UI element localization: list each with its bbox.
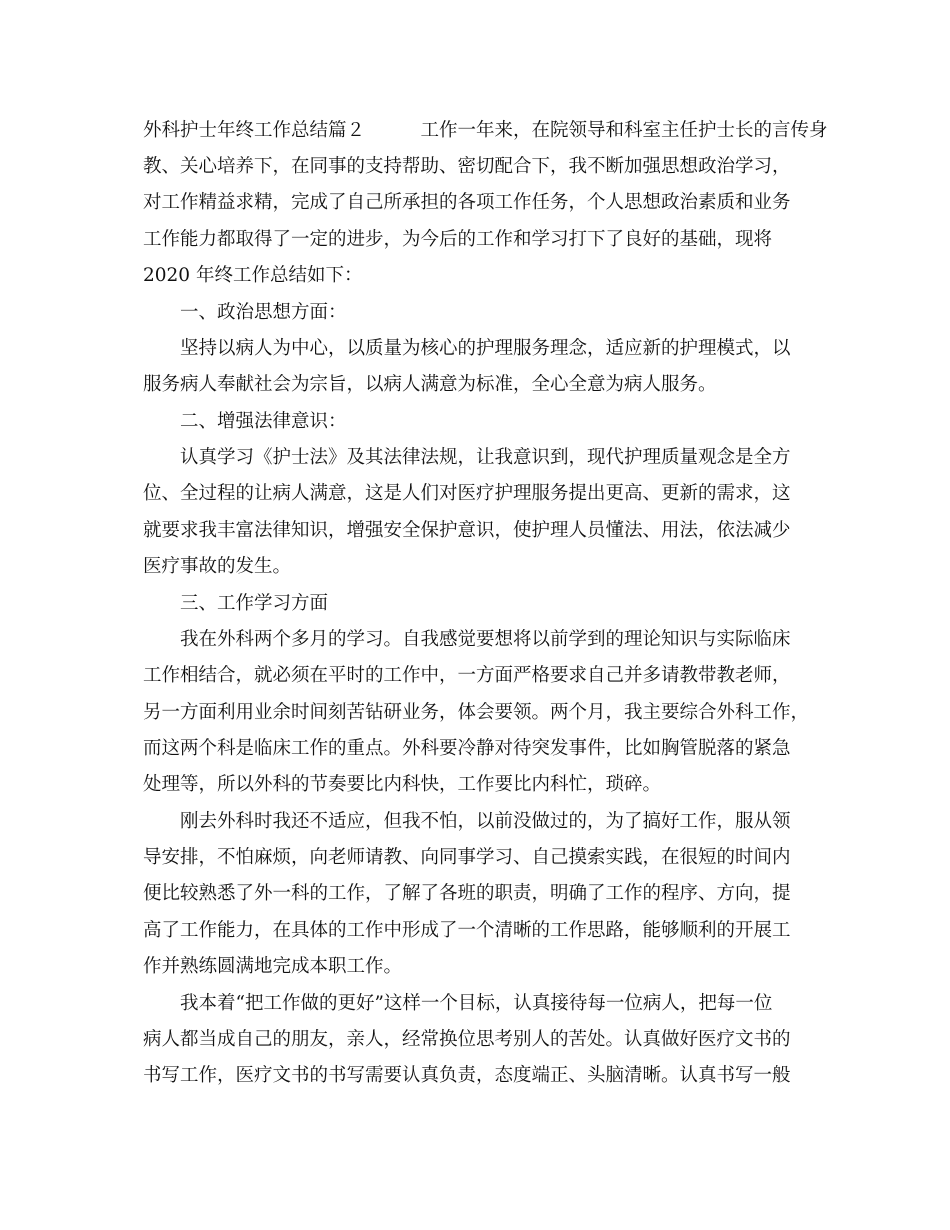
text-line: 工作相结合，就必须在平时的工作中，一方面严格要求自己并多请教带教老师，: [143, 665, 791, 686]
text-line: 我本着“把工作做的更好”这样一个目标，认真接待每一位病人，把每一位: [180, 993, 773, 1014]
text-line: 病人都当成自己的朋友，亲人，经常换位思考别人的苦处。认真做好医疗文书的: [143, 1029, 791, 1050]
text-line: 坚持以病人为中心，以质量为核心的护理服务理念，适应新的护理模式，以: [180, 338, 791, 359]
text-line: 就要求我丰富法律知识，增强安全保护意识，使护理人员懂法、用法，依法减少: [143, 520, 791, 541]
text-line: 刚去外科时我还不适应，但我不怕，以前没做过的，为了搞好工作，服从领: [180, 811, 791, 832]
text-line: 外科护士年终工作总结篇２ 工作一年来，在院领导和科室主任护士长的言传身: [143, 120, 828, 141]
text-line: 处理等，所以外科的节奏要比内科快，工作要比内科忙，琐碎。: [143, 774, 662, 795]
text-line: 工作能力都取得了一定的进步，为今后的工作和学习打下了良好的基础，现将: [143, 229, 773, 250]
text-line: 便比较熟悉了外一科的工作，了解了各班的职责，明确了工作的程序、方向，提: [143, 883, 791, 904]
text-line: 我在外科两个多月的学习。自我感觉要想将以前学到的理论知识与实际临床: [180, 629, 791, 650]
text-line: 2020 年终工作总结如下：: [143, 265, 363, 286]
text-line: 导安排，不怕麻烦，向老师请教、向同事学习、自己摸索实践，在很短的时间内: [143, 847, 791, 868]
section-heading: 三、工作学习方面: [180, 593, 329, 614]
text-line: 作并熟练圆满地完成本职工作。: [143, 956, 403, 977]
text-line: 位、全过程的让病人满意，这是人们对医疗护理服务提出更高、更新的需求，这: [143, 483, 791, 504]
text-line: 对工作精益求精，完成了自己所承担的各项工作任务，个人思想政治素质和业务: [143, 192, 791, 213]
text-line: 另一方面利用业余时间刻苦钻研业务，体会要领。两个月，我主要综合外科工作，: [143, 702, 810, 723]
text-line: 医疗事故的发生。: [143, 556, 292, 577]
section-heading: 一、政治思想方面：: [180, 302, 347, 323]
section-heading: 二、增强法律意识：: [180, 411, 347, 432]
text-line: 书写工作，医疗文书的书写需要认真负责，态度端正、头脑清晰。认真书写一般: [143, 1065, 791, 1086]
text-line: 教、关心培养下，在同事的支持帮助、密切配合下，我不断加强思想政治学习，: [143, 156, 791, 177]
text-line: 高了工作能力，在具体的工作中形成了一个清晰的工作思路，能够顺利的开展工: [143, 920, 791, 941]
text-line: 服务病人奉献社会为宗旨，以病人满意为标准，全心全意为病人服务。: [143, 374, 717, 395]
text-line: 认真学习《护士法》及其法律法规，让我意识到，现代护理质量观念是全方: [180, 447, 791, 468]
text-line: 而这两个科是临床工作的重点。外科要冷静对待突发事件，比如胸管脱落的紧急: [143, 738, 791, 759]
